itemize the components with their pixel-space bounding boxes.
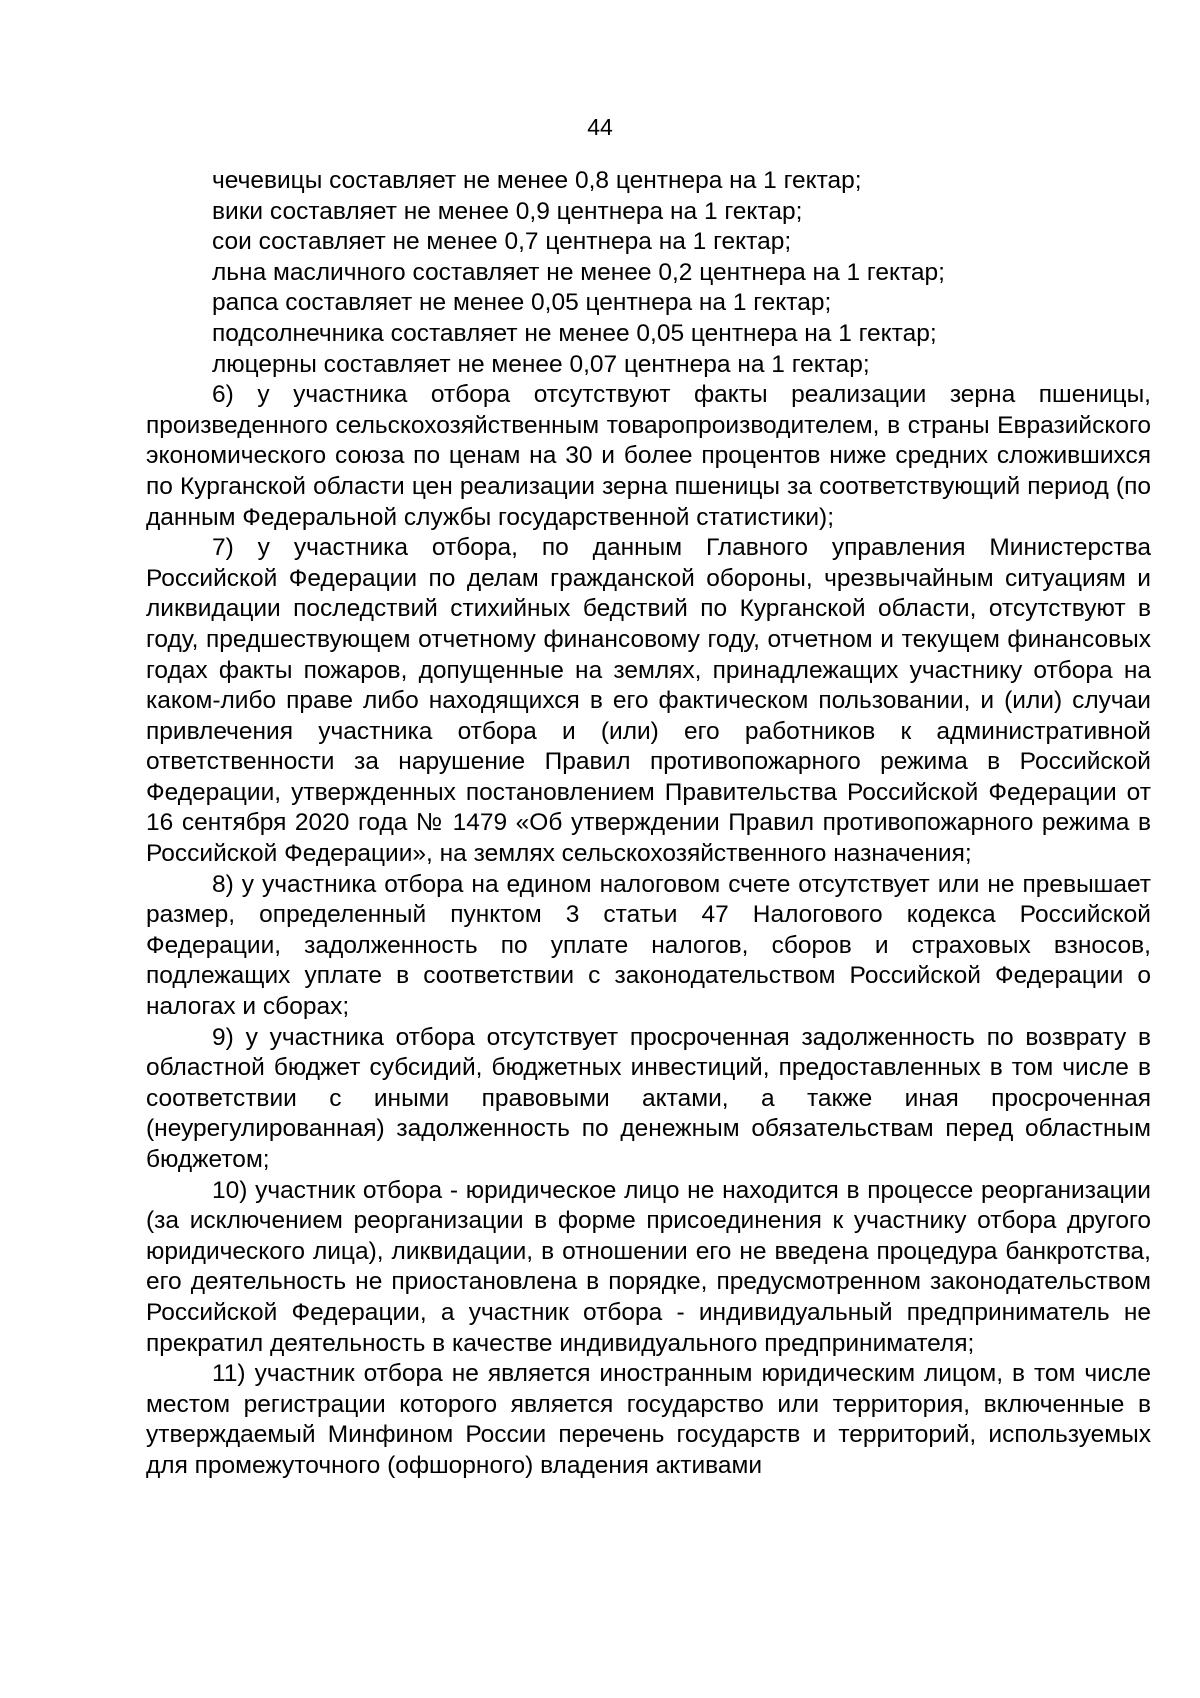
paragraph-item-9: 9) у участника отбора отсутствует просроченная задолженность по возврату в областной бюджет субсидий, бюджетных инвестиций, предоставленных в том числе в соответствии с иными правовыми актами, а также иная просроченная (неурегулированная) задолженность по денежным обязательствам перед областным бюджетом; — [146, 1023, 1151, 1173]
paragraph-item-7: 7) у участника отбора, по данным Главного управления Министерства Российской Федерации по делам гражданской обороны, чрезвычайным ситуациям и ликвидации последствий стихийных бедствий по Курганской области, отсутствуют в году, предшествующем отчетному финансовому году, отчетном и текущем финансовых годах факты пожаров, допущенные на землях, принадлежащих участнику отбора на каком-либо праве либо находящихся в его фактическом пользовании, и (или) случаи привлечения участника отбора и (или) его работников к административной ответственности за нарушение Правил противопожарного режима в Российской Федерации, утвержденных постановлением Правительства Российской Федерации от 16 сентября 2020 года № 1479 «Об утверждении Правил противопожарного режима в Российской Федерации», на землях сельскохозяйственного назначения; — [146, 534, 1151, 868]
crop-line-alfalfa: люцерны составляет не менее 0,07 центнера на 1 гектар; — [212, 350, 870, 378]
document-body — [146, 166, 1151, 1482]
crop-line-sunflower: подсолнечника составляет не менее 0,05 центнера на 1 гектар; — [212, 319, 937, 347]
paragraph-item-10: 10) участник отбора - юридическое лицо не находится в процессе реорганизации (за исключением реорганизации в форме присоединения к участнику отбора другого юридического лица), ликвидации, в отношении его не введена процедура банкротства, его деятельность не приостановлена в порядке, предусмотренном законодательством Российской Федерации, а участник отбора - индивидуальный предприниматель не прекратил деятельность в качестве индивидуального предпринимателя; — [146, 1176, 1151, 1357]
crop-line-rapeseed: рапса составляет не менее 0,05 центнера на 1 гектар; — [212, 289, 832, 317]
paragraph-item-8: 8) у участника отбора на едином налоговом счете отсутствует или не превышает размер, определенный пунктом 3 статьи 47 Налогового кодекса Российской Федерации, задолженность по уплате налогов, сборов и страховых взносов, подлежащих уплате в соответствии с законодательством Российской Федерации о налогах и сборах; — [146, 870, 1151, 1021]
crop-line-lentils: чечевицы составляет не менее 0,8 центнера на 1 гектар; — [212, 167, 862, 194]
page-number: 44 — [587, 114, 613, 140]
paragraph-item-6: 6) у участника отбора отсутствуют факты реализации зерна пшеницы, произведенного сельскохозяйственным товаропроизводителем, в страны Евразийского экономического союза по ценам на 30 и более процентов ниже средних сложившихся по Курганской области цен реализации зерна пшеницы за соответствующий период (по данным Федеральной службы государственной статистики); — [146, 381, 1151, 531]
crop-line-oil-flax: льна масличного составляет не менее 0,2 центнера на 1 гектар; — [212, 258, 945, 286]
crop-line-vetch: вики составляет не менее 0,9 центнера на 1 гектар; — [212, 197, 803, 225]
crop-line-soy: сои составляет не менее 0,7 центнера на 1 гектар; — [212, 228, 792, 256]
paragraph-item-11: 11) участник отбора не является иностранным юридическим лицом, в том числе местом регистрации которого является государство или территория, включенные в утверждаемый Минфином России перечень государств и территорий, используемых для промежуточного (офшорного) владения активами — [146, 1360, 1151, 1479]
